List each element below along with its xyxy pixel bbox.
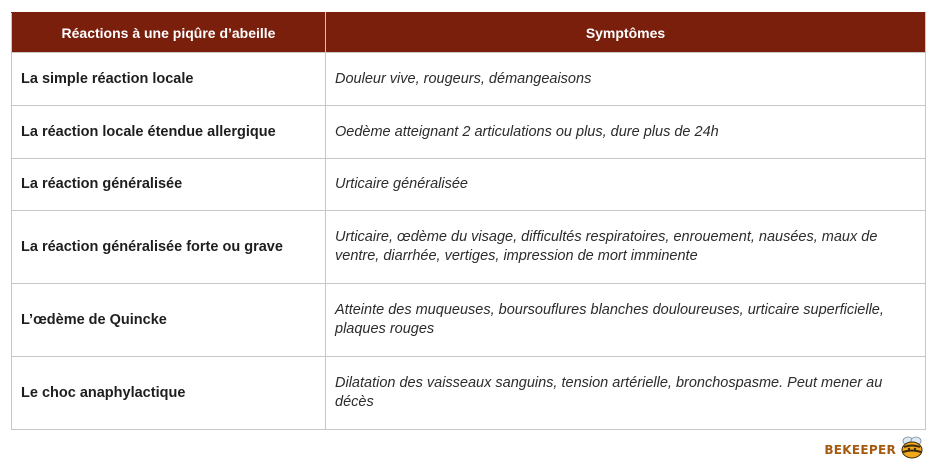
brand-name: BEKEEPER [824, 442, 896, 457]
reaction-cell: L’œdème de Quincke [12, 284, 326, 357]
table-row [12, 106, 926, 159]
reaction-cell: La réaction généralisée forte ou grave [12, 211, 326, 284]
reaction-cell: La réaction généralisée [12, 159, 326, 211]
reactions-table [11, 12, 926, 430]
reaction-cell: La simple réaction locale [12, 53, 326, 106]
table-row [12, 357, 926, 430]
reaction-cell: La réaction locale étendue allergique [12, 106, 326, 159]
reactions-table-container [11, 12, 926, 430]
symptoms-cell: Oedème atteignant 2 articulations ou plus, dure plus de 24h [326, 106, 926, 159]
header-reactions: Réactions à une piqûre d’abeille [12, 13, 326, 53]
brand-logo [824, 435, 925, 464]
symptoms-cell: Urticaire, œdème du visage, difficultés respiratoires, enrouement, nausées, maux de ventre, diarrhée, vertiges, impression de mort imminente [326, 211, 926, 284]
reaction-cell: Le choc anaphylactique [12, 357, 326, 430]
symptoms-cell: Atteinte des muqueuses, boursouflures blanches douloureuses, urticaire superficielle, plaques rouges [326, 284, 926, 357]
bee-icon [899, 435, 925, 464]
table-header-row [12, 13, 926, 53]
table-row [12, 159, 926, 211]
table-row [12, 53, 926, 106]
header-symptoms: Symptômes [326, 13, 926, 53]
symptoms-cell: Urticaire généralisée [326, 159, 926, 211]
table-row [12, 211, 926, 284]
symptoms-cell: Douleur vive, rougeurs, démangeaisons [326, 53, 926, 106]
symptoms-cell: Dilatation des vaisseaux sanguins, tension artérielle, bronchospasme. Peut mener au décès [326, 357, 926, 430]
table-row [12, 284, 926, 357]
